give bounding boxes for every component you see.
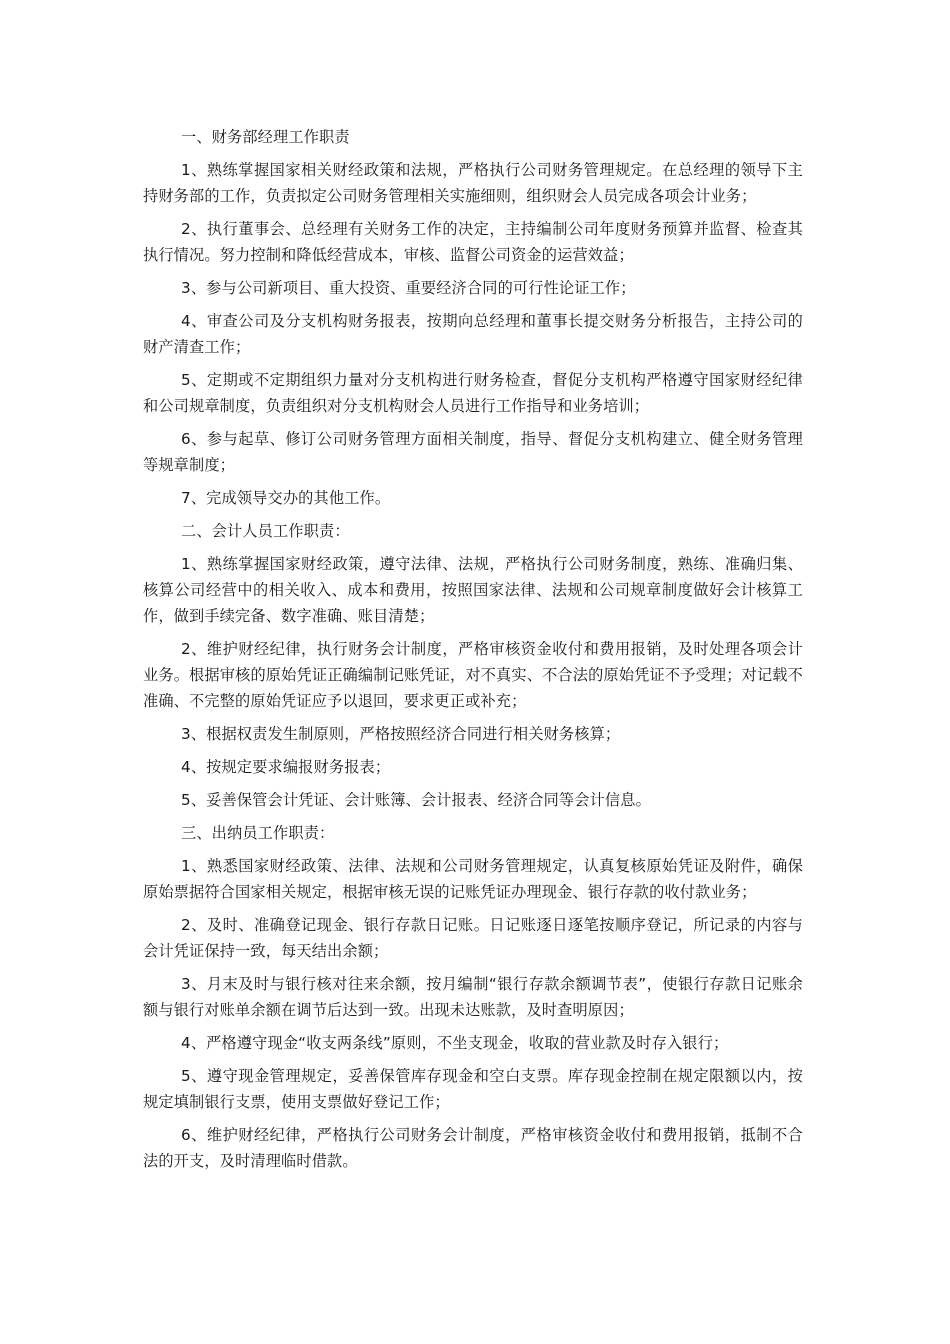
paragraph: 7、完成领导交办的其他工作。 <box>181 489 391 507</box>
section-heading-accountant: 二、会计人员工作职责： <box>181 522 350 540</box>
paragraph: 1、熟练掌握国家财经政策，遵守法律、法规，严格执行公司财务制度，熟练、准确归集、核算公司经营中的相关收入、成本和费用，按照国家法律、法规和公司规章制度做好会计核算工作，做到手续完备、数字准确、账目清楚； <box>143 555 803 625</box>
paragraph: 5、妥善保管会计凭证、会计账簿、会计报表、经济合同等会计信息。 <box>181 791 651 809</box>
paragraph: 2、执行董事会、总经理有关财务工作的决定，主持编制公司年度财务预算并监督、检查其执行情况。努力控制和降低经营成本，审核、监督公司资金的运营效益； <box>143 220 803 264</box>
paragraph: 6、维护财经纪律，严格执行公司财务会计制度，严格审核资金收付和费用报销，抵制不合法的开支，及时清理临时借款。 <box>143 1126 803 1170</box>
paragraph: 2、及时、准确登记现金、银行存款日记账。日记账逐日逐笔按顺序登记，所记录的内容与会计凭证保持一致，每天结出余额； <box>143 916 803 960</box>
paragraph: 5、定期或不定期组织力量对分支机构进行财务检查，督促分支机构严格遵守国家财经纪律和公司规章制度，负责组织对分支机构财会人员进行工作指导和业务培训； <box>143 371 803 415</box>
paragraph: 2、维护财经纪律，执行财务会计制度，严格审核资金收付和费用报销，及时处理各项会计业务。根据审核的原始凭证正确编制记账凭证，对不真实、不合法的原始凭证不予受理；对记载不准确、不完整的原始凭证应予以退回，要求更正或补充； <box>143 640 803 710</box>
paragraph: 1、熟悉国家财经政策、法律、法规和公司财务管理规定，认真复核原始凭证及附件，确保原始票据符合国家相关规定，根据审核无误的记账凭证办理现金、银行存款的收付款业务； <box>143 857 803 901</box>
section-heading-finance-manager: 一、财务部经理工作职责 <box>181 128 350 146</box>
document-page <box>143 124 803 1181</box>
paragraph: 3、月末及时与银行核对往来余额，按月编制“银行存款余额调节表”，使银行存款日记账余额与银行对账单余额在调节后达到一致。出现未达账款，及时查明原因； <box>143 975 803 1019</box>
paragraph: 3、根据权责发生制原则，严格按照经济合同进行相关财务核算； <box>181 725 621 743</box>
paragraph: 3、参与公司新项目、重大投资、重要经济合同的可行性论证工作； <box>181 279 636 297</box>
paragraph: 5、遵守现金管理规定，妥善保管库存现金和空白支票。库存现金控制在规定限额以内，按规定填制银行支票，使用支票做好登记工作； <box>143 1067 803 1111</box>
paragraph: 4、按规定要求编报财务报表； <box>181 758 391 776</box>
section-heading-cashier: 三、出纳员工作职责： <box>181 824 335 842</box>
paragraph: 1、熟练掌握国家相关财经政策和法规，严格执行公司财务管理规定。在总经理的领导下主持财务部的工作，负责拟定公司财务管理相关实施细则，组织财会人员完成各项会计业务； <box>143 161 803 205</box>
paragraph: 4、严格遵守现金“收支两条线”原则，不坐支现金，收取的营业款及时存入银行； <box>181 1034 729 1052</box>
paragraph: 4、审查公司及分支机构财务报表，按期向总经理和董事长提交财务分析报告，主持公司的财产清查工作； <box>143 312 803 356</box>
paragraph: 6、参与起草、修订公司财务管理方面相关制度，指导、督促分支机构建立、健全财务管理等规章制度； <box>143 430 803 474</box>
